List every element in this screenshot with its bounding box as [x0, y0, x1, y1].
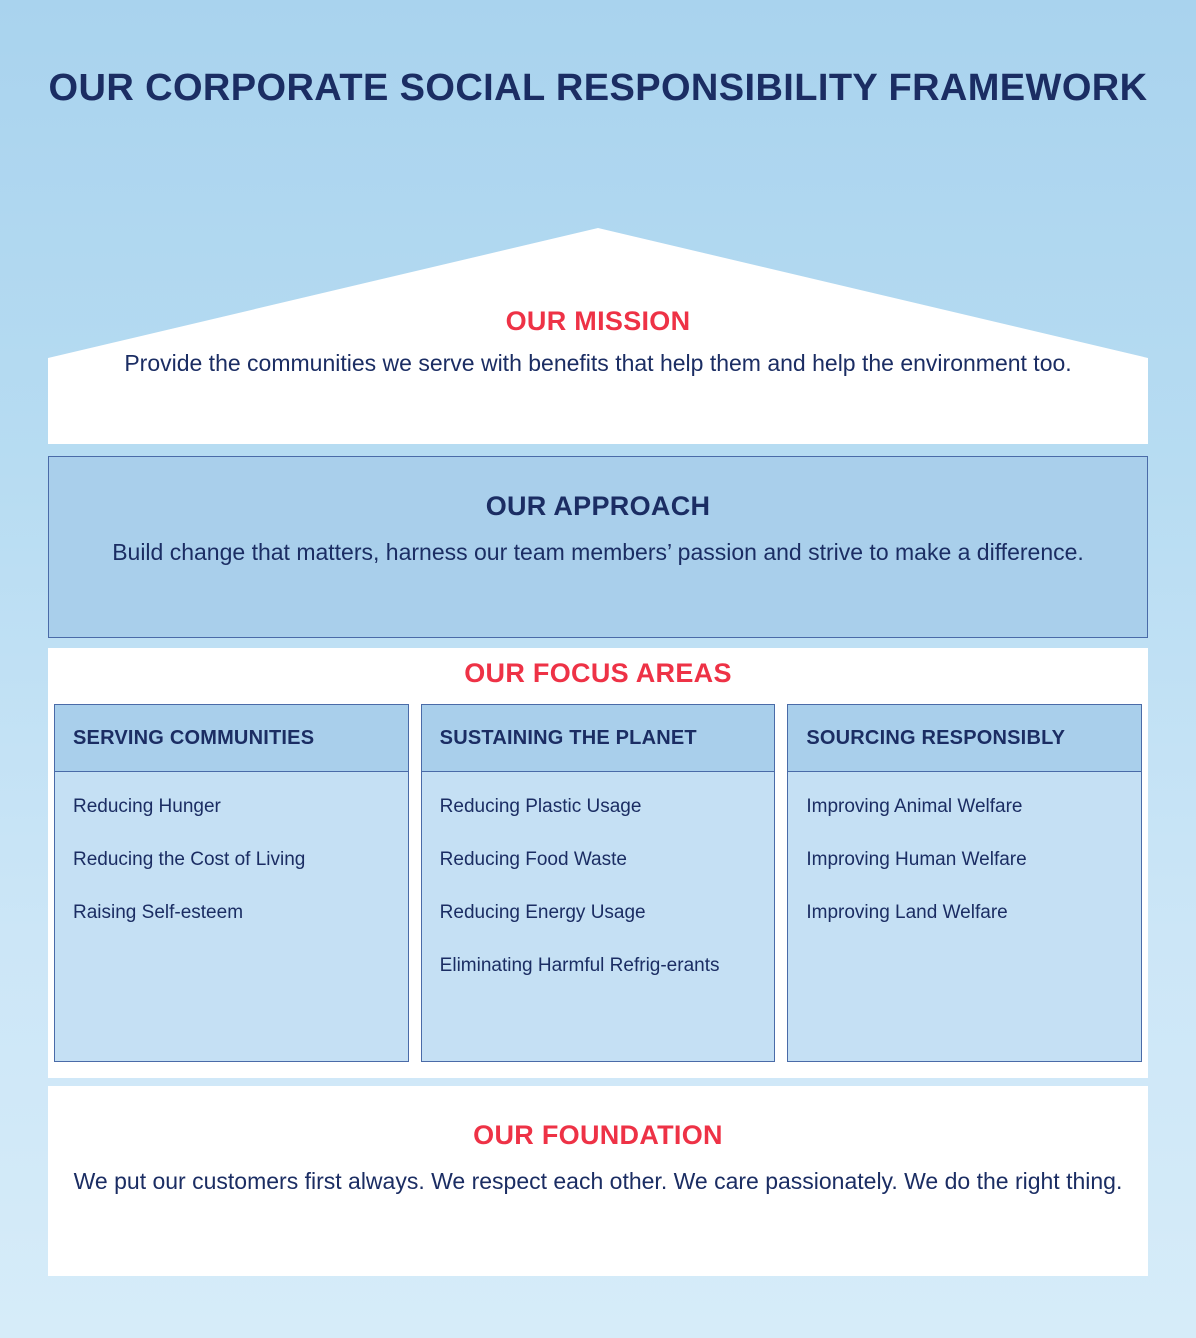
focus-areas-columns [48, 704, 1148, 1062]
list-item: Reducing Plastic Usage [439, 796, 642, 817]
foundation-heading: OUR FOUNDATION [473, 1120, 723, 1150]
focus-column-title: SERVING COMMUNITIES [54, 704, 409, 772]
list-item: Reducing Energy Usage [439, 902, 646, 924]
focus-column-title: SUSTAINING THE PLANET [421, 704, 776, 772]
foundation-panel [48, 1086, 1148, 1276]
list-item: Raising Self-esteem [73, 902, 244, 924]
list-item: Improving Land Welfare [806, 902, 1008, 924]
focus-column-serving-communities [54, 704, 409, 1062]
list-item: Reducing Food Waste [439, 849, 627, 871]
focus-areas-panel [48, 648, 1148, 1078]
mission-text: Provide the communities we serve with benefits that help them and help the environment too. [124, 350, 1072, 376]
mission-heading: OUR MISSION [505, 306, 691, 336]
list-item: Eliminating Harmful Refrig-erants [439, 955, 720, 977]
focus-areas-heading: OUR FOCUS AREAS [464, 658, 732, 688]
mission-roof [48, 228, 1148, 444]
list-item: Reducing the Cost of Living [73, 849, 306, 871]
list-item: Improving Animal Welfare [806, 796, 1023, 817]
focus-column-items [421, 772, 776, 1062]
focus-column-items [787, 772, 1142, 1062]
focus-column-title: SOURCING RESPONSIBLY [787, 704, 1142, 772]
list-item: Improving Human Welfare [806, 849, 1027, 871]
foundation-text: We put our customers first always. We respect each other. We care passionately. We do the right thing. [73, 1168, 1123, 1194]
mission-content [48, 306, 1148, 380]
approach-panel [48, 456, 1148, 638]
list-item: Reducing Hunger [73, 796, 221, 817]
approach-heading: OUR APPROACH [485, 491, 711, 521]
page-title: OUR CORPORATE SOCIAL RESPONSIBILITY FRAMEWORK [48, 67, 1148, 109]
approach-text: Build change that matters, harness our team members’ passion and strive to make a difference. [112, 539, 1084, 565]
focus-column-sourcing-responsibly [787, 704, 1142, 1062]
focus-column-items [54, 772, 409, 1062]
focus-column-sustaining-the-planet [421, 704, 776, 1062]
